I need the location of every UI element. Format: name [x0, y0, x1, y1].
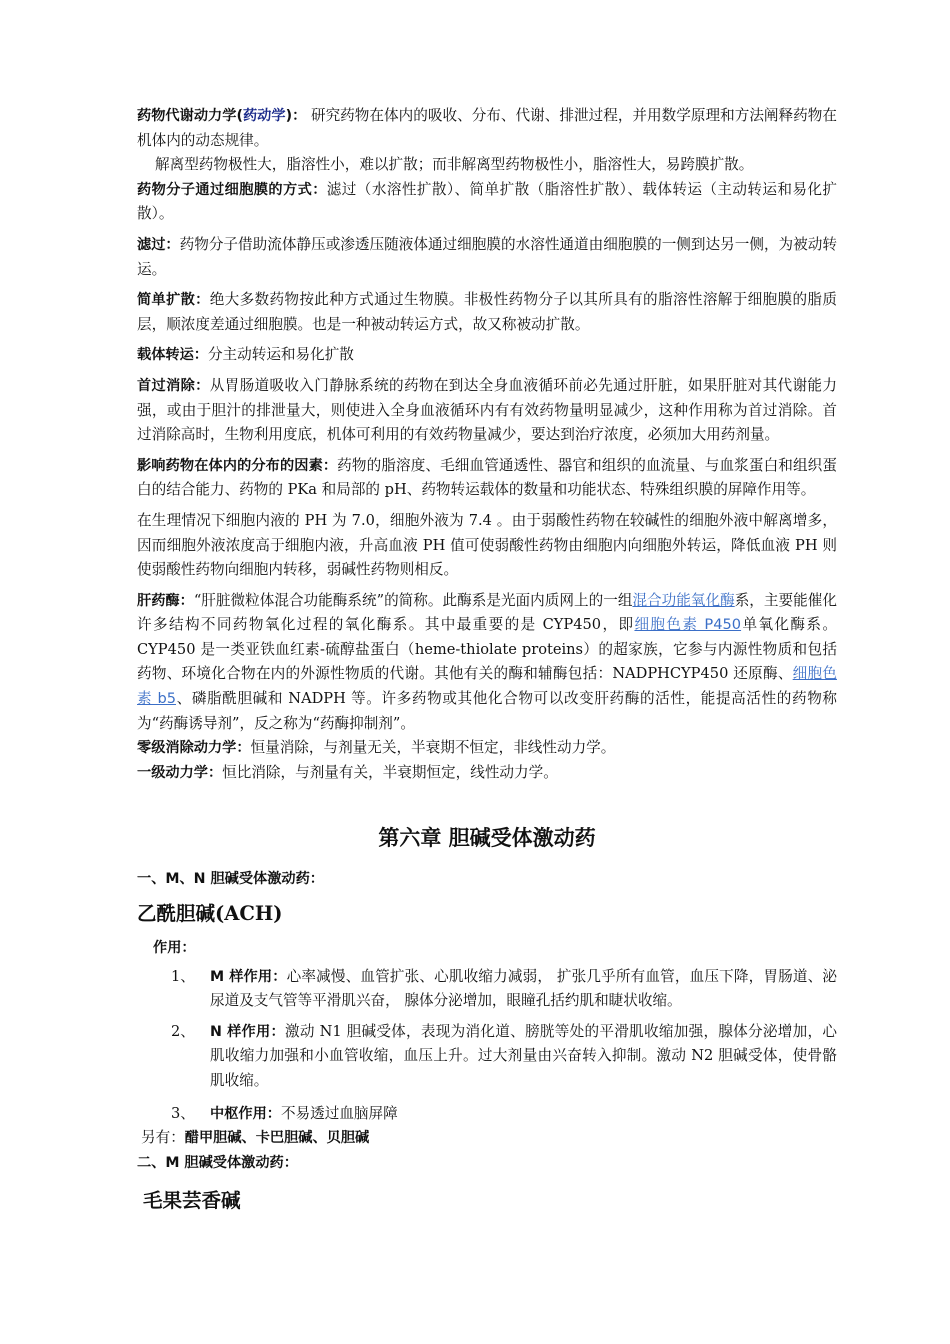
action-label: 作用：	[153, 940, 196, 957]
firstpass-paragraph	[137, 374, 837, 448]
section-1-heading: 一、M、N 胆碱受体激动药：	[137, 871, 324, 888]
m-effect-label: M 样作用：	[210, 968, 287, 985]
n-effect-text: 激动 N1 胆碱受体，表现为消化道、膀胱等处的平滑肌收缩加强，腺体分泌增加，心肌收缩力加强和小血管收缩，血压上升。过大剂量由兴奋转入抑制。激动 N2 胆碱受体，使骨骼肌收缩。	[210, 1022, 837, 1089]
link-mixed-function-oxidase[interactable]: 混合功能氧化酶	[632, 591, 735, 609]
first-paragraph	[137, 761, 837, 786]
section-2-heading: 二、M 胆碱受体激动药：	[137, 1154, 298, 1171]
simple-text: 绝大多数药物按此种方式通过生物膜。非极性药物分子以其所具有的脂溶性溶解于细胞膜的脂质层，顺浓度差通过细胞膜。也是一种被动转运方式，故又称被动扩散。	[137, 291, 837, 333]
ph-paragraph: 在生理情况下细胞内液的 PH 为 7.0，细胞外液为 7.4 。由于弱酸性药物在较碱性的细胞外液中解离增多，因而细胞外液浓度高于细胞内液，升高血液 PH 值可使弱酸性药物由细胞内向细胞外转运，降低血液 PH 则使弱酸性药物向细胞内转移，弱碱性药物则相反。	[137, 511, 837, 579]
ionize-paragraph: 解离型药物极性大，脂溶性小，难以扩散；而非解离型药物极性小，脂溶性大，易跨膜扩散。	[155, 156, 754, 174]
liver-text-4: 、磷脂酰胆碱和 NADPH 等。许多药物或其他化合物可以改变肝药酶的活性，能提高活性的药物称为“药酶诱导剂”，反之称为“药酶抑制剂”。	[137, 690, 837, 732]
filtration-label: 滤过：	[137, 236, 180, 253]
first-label: 一级动力学：	[137, 764, 223, 781]
link-cytochrome-b5[interactable]: 细胞色素 b5	[137, 665, 837, 708]
cns-effect-text: 不易透过血脑屏障	[280, 1104, 398, 1122]
pk-text: 研究药物在体内的吸收、分布、代谢、排泄过程，并用数学原理和方法阐释药物在机体内的动态规律。	[137, 107, 837, 149]
zero-paragraph	[137, 736, 837, 761]
first-text: 恒比消除，与剂量有关，半衰期恒定，线性动力学。	[222, 763, 558, 781]
distrib-paragraph	[137, 454, 837, 503]
liver-text-1: “肝脏微粒体混合功能酶系统”的简称。此酶系是光面内质网上的一组	[193, 591, 633, 609]
carrier-paragraph	[137, 343, 837, 368]
n-effect-item	[137, 1020, 837, 1094]
pk-paragraph	[137, 104, 837, 153]
n-effect-num: 2、	[171, 1022, 195, 1040]
pk-label-b: 药动学	[242, 108, 286, 124]
simple-label: 简单扩散：	[137, 292, 210, 309]
cns-effect-item	[137, 1102, 837, 1127]
membrane-paragraph	[137, 178, 837, 227]
liver-label: 肝药酶：	[137, 592, 194, 609]
also-paragraph	[137, 1126, 837, 1151]
pilocarpine-title: 毛果芸香碱	[143, 1189, 241, 1213]
pk-label-c: )：	[285, 108, 307, 124]
distrib-label: 影响药物在体内的分布的因素：	[137, 457, 338, 474]
simple-paragraph	[137, 288, 837, 337]
zero-label: 零级消除动力学：	[137, 740, 251, 757]
liver-paragraph	[137, 589, 837, 737]
filtration-text: 药物分子借助流体静压或渗透压随液体通过细胞膜的水溶性通道由细胞膜的一侧到达另一侧，为被动转运。	[137, 235, 837, 278]
carrier-text: 分主动转运和易化扩散	[207, 346, 354, 364]
m-effect-num: 1、	[171, 967, 195, 985]
m-effect-item	[137, 965, 837, 1014]
cns-effect-num: 3、	[171, 1104, 195, 1122]
document-body	[137, 104, 837, 1215]
chapter-title: 第六章 胆碱受体激动药	[378, 826, 596, 851]
link-cytochrome-p450[interactable]: 细胞色素 P450	[634, 616, 742, 634]
membrane-label: 药物分子通过细胞膜的方式：	[137, 181, 327, 198]
m-effect-text: 心率减慢、血管扩张、心肌收缩力减弱， 扩张几乎所有血管，血压下降，胃肠道、泌尿道及支气管等平滑肌兴奋， 腺体分泌增加，眼瞳孔括约肌和睫状收缩。	[210, 967, 837, 1010]
ach-title: 乙酰胆碱(ACH)	[137, 902, 283, 926]
liver-text-3: 单氧化酶系。CYP450 是一类亚铁血红素-硫醇盐蛋白（heme-thiolate proteins）的超家族，它参与内源性物质和包括药物、环境化合物在内的外源性物质的代谢。其他有关的酶和辅酶包括：NADPHCYP450 还原酶、	[137, 616, 837, 683]
cns-effect-label: 中枢作用：	[210, 1105, 281, 1122]
n-effect-label: N 样作用：	[210, 1023, 285, 1040]
also-text: 醋甲胆碱、卡巴胆碱、贝胆碱	[184, 1130, 370, 1147]
also-label: 另有：	[141, 1129, 185, 1147]
pk-label-a: 药物代谢动力学(	[137, 108, 243, 124]
firstpass-text: 从胃肠道吸收入门静脉系统的药物在到达全身血液循环前必先通过肝脏，如果肝脏对其代谢能力强，或由于胆汁的排泄量大，则使进入全身血液循环内有有效药物量明显减少，这种作用称为首过消除。首过消除高时，生物利用度底，机体可利用的有效药物量减少，要达到治疗浓度，必须加大用药剂量。	[137, 376, 837, 444]
liver-text-2: 系，主要能催化许多结构不同药物氧化过程的氧化酶系。其中最重要的是 CYP450，即	[137, 591, 837, 634]
membrane-text: 滤过（水溶性扩散）、简单扩散（脂溶性扩散）、载体转运（主动转运和易化扩散）。	[137, 180, 837, 223]
distrib-text: 药物的脂溶度、毛细血管通透性、器官和组织的血流量、与血浆蛋白和组织蛋白的结合能力、药物的 PKa 和局部的 pH、药物转运载体的数量和功能状态、特殊组织膜的屏障作用等。	[137, 456, 837, 499]
firstpass-label: 首过消除：	[137, 377, 210, 394]
filtration-paragraph	[137, 233, 837, 282]
carrier-label: 载体转运：	[137, 347, 208, 364]
zero-text: 恒量消除，与剂量无关，半衰期不恒定，非线性动力学。	[250, 739, 616, 757]
